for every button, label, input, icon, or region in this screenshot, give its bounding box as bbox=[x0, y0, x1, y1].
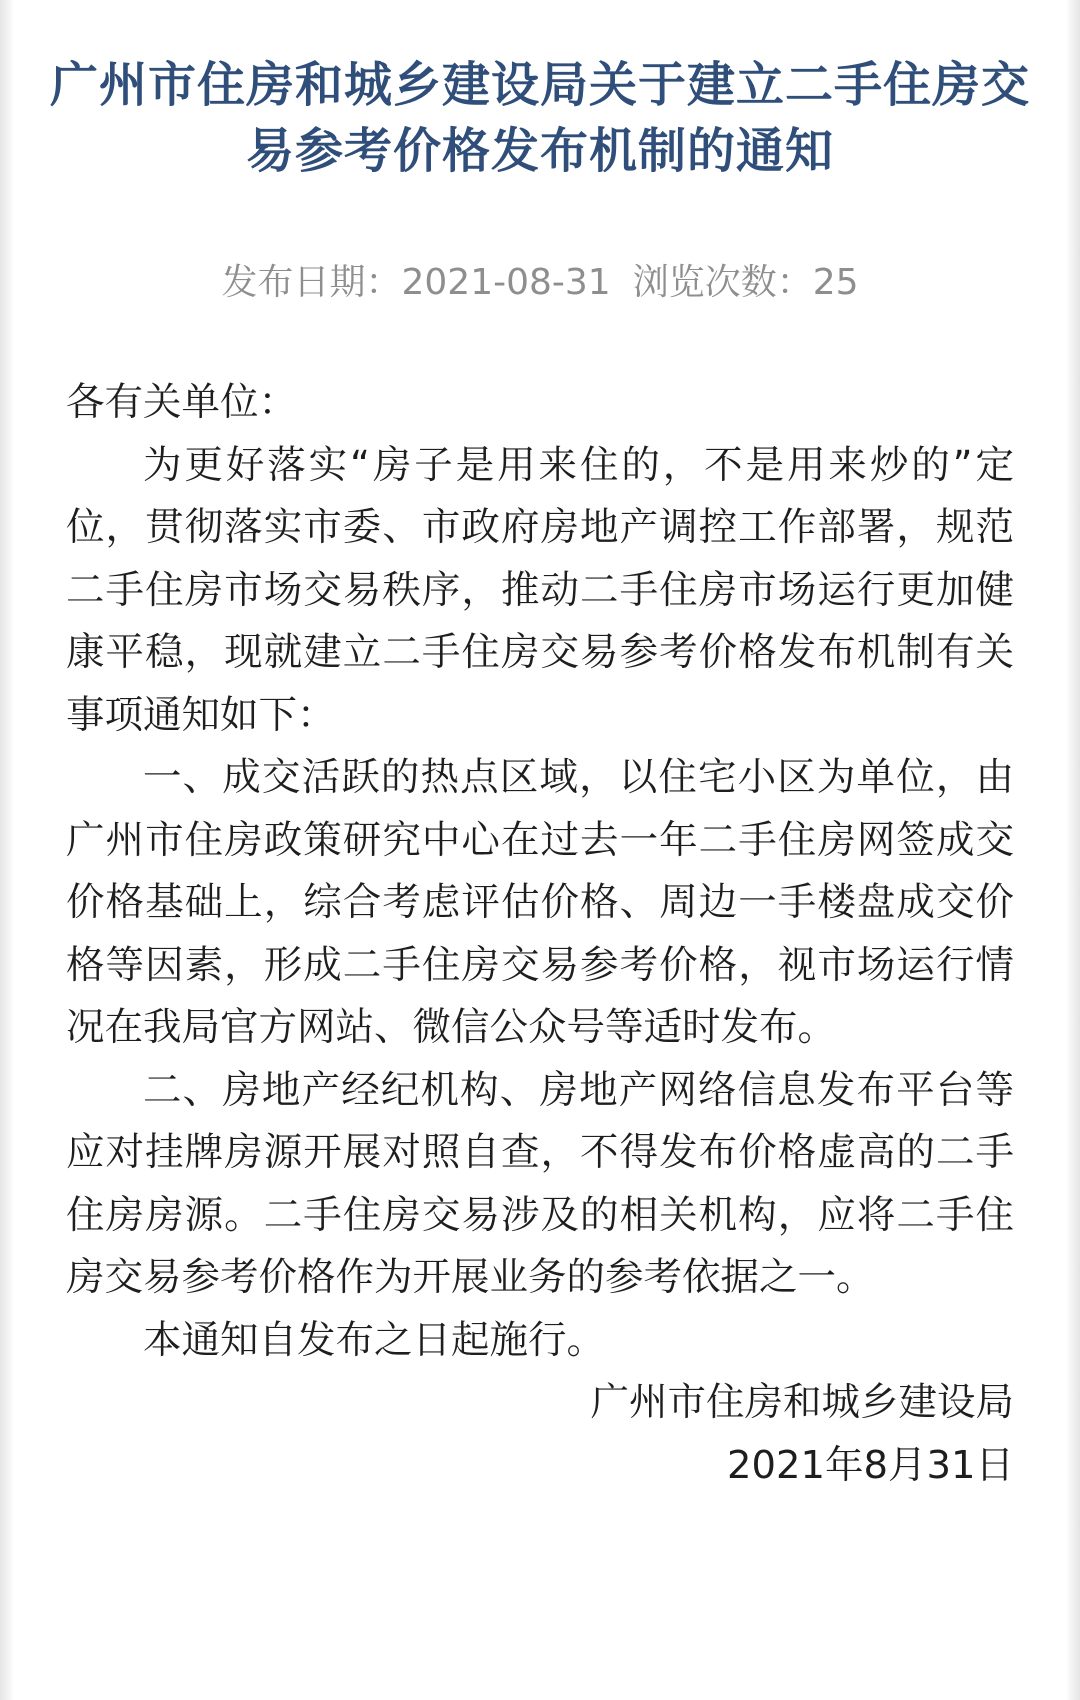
left-shadow-edge bbox=[0, 0, 14, 1700]
salutation: 各有关单位： bbox=[66, 380, 298, 425]
paragraph-item-1: 一、成交活跃的热点区域，以住宅小区为单位，由广州市住房政策研究中心在过去一年二手住房网签成交价格基础上，综合考虑评估价格、周边一手楼盘成交价格等因素，形成二手住房交易参考价格，视市场运行情况在我局官方网站、微信公众号等适时发布。 bbox=[66, 755, 1014, 1050]
paragraph-effective: 本通知自发布之日起施行。 bbox=[143, 1317, 606, 1363]
views-count: 25 bbox=[812, 262, 859, 303]
paragraph-intro: 为更好落实“房子是用来住的，不是用来炒的”定位，贯彻落实市委、市政府房地产调控工作部署，规范二手住房市场交易秩序，推动二手住房市场运行更加健康平稳，现就建立二手住房交易参考价格发布机制有关事项通知如下： bbox=[66, 442, 1014, 738]
signature-date: 2021年8月31日 bbox=[727, 1442, 1014, 1488]
notice-body bbox=[66, 372, 1014, 1497]
notice-title: 广州市住房和城乡建设局关于建立二手住房交易参考价格发布机制的通知 bbox=[49, 57, 1030, 179]
paragraph-item-2: 二、房地产经纪机构、房地产网络信息发布平台等应对挂牌房源开展对照自查，不得发布价格虚高的二手住房房源。二手住房交易涉及的相关机构，应将二手住房交易参考价格作为开展业务的参考依据之一。 bbox=[66, 1067, 1014, 1300]
notice-meta bbox=[30, 258, 1050, 308]
publish-date-label: 发布日期： bbox=[221, 262, 402, 303]
signature-issuer: 广州市住房和城乡建设局 bbox=[590, 1380, 1014, 1425]
views-label: 浏览次数： bbox=[632, 262, 813, 303]
publish-date: 2021-08-31 bbox=[401, 262, 611, 303]
right-shadow-edge bbox=[1066, 0, 1080, 1700]
